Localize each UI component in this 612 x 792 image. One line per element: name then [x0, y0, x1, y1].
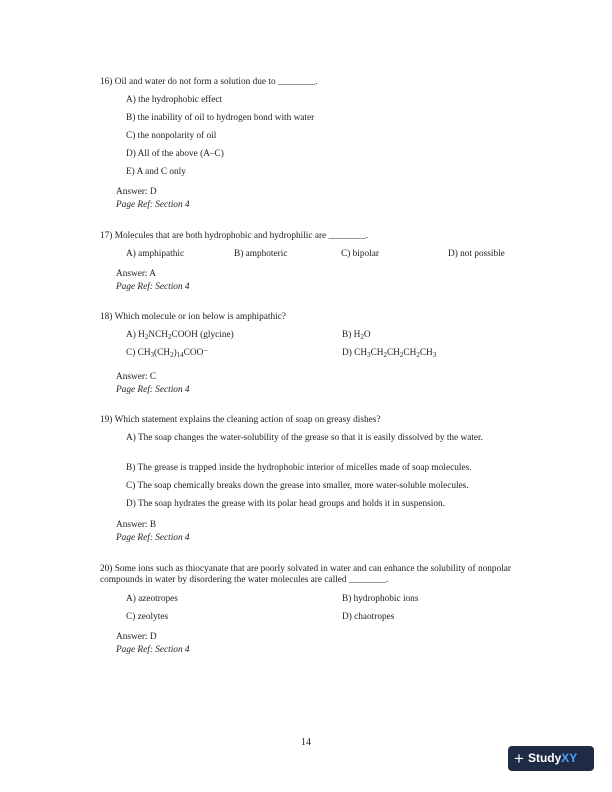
option-c: C) $CH_3(CH_2)_{14}COO^-$ — [126, 348, 209, 359]
page-ref: Page Ref: Section 4 — [116, 200, 190, 210]
page-ref: Page Ref: Section 4 — [116, 385, 190, 395]
page-ref: Page Ref: Section 4 — [116, 645, 190, 655]
option-d: D) chaotropes — [342, 612, 395, 622]
question-stem: Some ions such as thiocyanate that are poorly solvated in water and can enhance the solubility of nonpolar compounds in water by disordering the water molecules are called ________. — [100, 564, 512, 586]
option-b: B) the inability of oil to hydrogen bond with water — [126, 113, 315, 123]
option-c: C) The soap chemically breaks down the grease into smaller, more water-soluble molecules. — [126, 481, 469, 491]
question-number: 18) — [100, 312, 113, 322]
question-text — [100, 312, 286, 323]
option-a: A) The soap changes the water-solubility of the grease so that it is easily dissolved by the water. — [126, 433, 483, 443]
question-text — [100, 415, 380, 426]
option-e: E) A and C only — [126, 167, 186, 177]
answer: Answer: A — [116, 269, 157, 279]
option-c: C) zeolytes — [126, 612, 169, 622]
question-text — [100, 77, 317, 88]
question-number: 19) — [100, 415, 113, 425]
logo-text: Study — [527, 751, 562, 766]
option-b: B) The grease is trapped inside the hydrophobic interior of micelles made of soap molecules. — [126, 463, 472, 473]
question-stem: Molecules that are both hydrophobic and hydrophilic are ________. — [114, 231, 369, 241]
option-a: A) $H_2NCH_2COOH$ (glycine) — [126, 330, 234, 341]
answer: Answer: D — [116, 632, 157, 642]
option-d: D) not possible — [448, 249, 505, 259]
question-stem: Which statement explains the cleaning action of soap on greasy dishes? — [114, 415, 381, 425]
question-stem: Oil and water do not form a solution due to ________. — [114, 77, 318, 87]
logo-accent-text: XY — [561, 751, 578, 766]
option-d: D) All of the above (A–C) — [126, 149, 224, 159]
answer: Answer: D — [116, 187, 157, 197]
option-a: A) amphipathic — [126, 249, 185, 259]
option-c: C) bipolar — [341, 249, 379, 259]
option-a: A) the hydrophobic effect — [126, 95, 223, 105]
option-d: D) The soap hydrates the grease with its polar head groups and holds it in suspension. — [126, 499, 445, 509]
option-d: D) $CH_3CH_2CH_2CH_2CH_3$ — [342, 348, 437, 359]
option-c: C) the nonpolarity of oil — [126, 131, 217, 141]
question-number: 20) — [100, 564, 113, 574]
question-stem: Which molecule or ion below is amphipathic? — [114, 312, 286, 322]
option-b: B) amphoteric — [234, 249, 288, 259]
page-ref: Page Ref: Section 4 — [116, 282, 190, 292]
answer: Answer: C — [116, 372, 157, 382]
option-b: B) hydrophobic ions — [342, 594, 419, 604]
page-number: 14 — [301, 737, 311, 748]
question-text — [100, 564, 520, 586]
option-b: B) $H_2O$ — [342, 330, 371, 341]
plus-icon: + — [514, 749, 524, 768]
question-number: 16) — [100, 77, 113, 87]
page-ref: Page Ref: Section 4 — [116, 533, 190, 543]
option-a: A) azeotropes — [126, 594, 178, 604]
question-text — [100, 231, 368, 242]
studyxy-logo[interactable] — [508, 746, 594, 771]
answer: Answer: B — [116, 520, 157, 530]
question-number: 17) — [100, 231, 113, 241]
